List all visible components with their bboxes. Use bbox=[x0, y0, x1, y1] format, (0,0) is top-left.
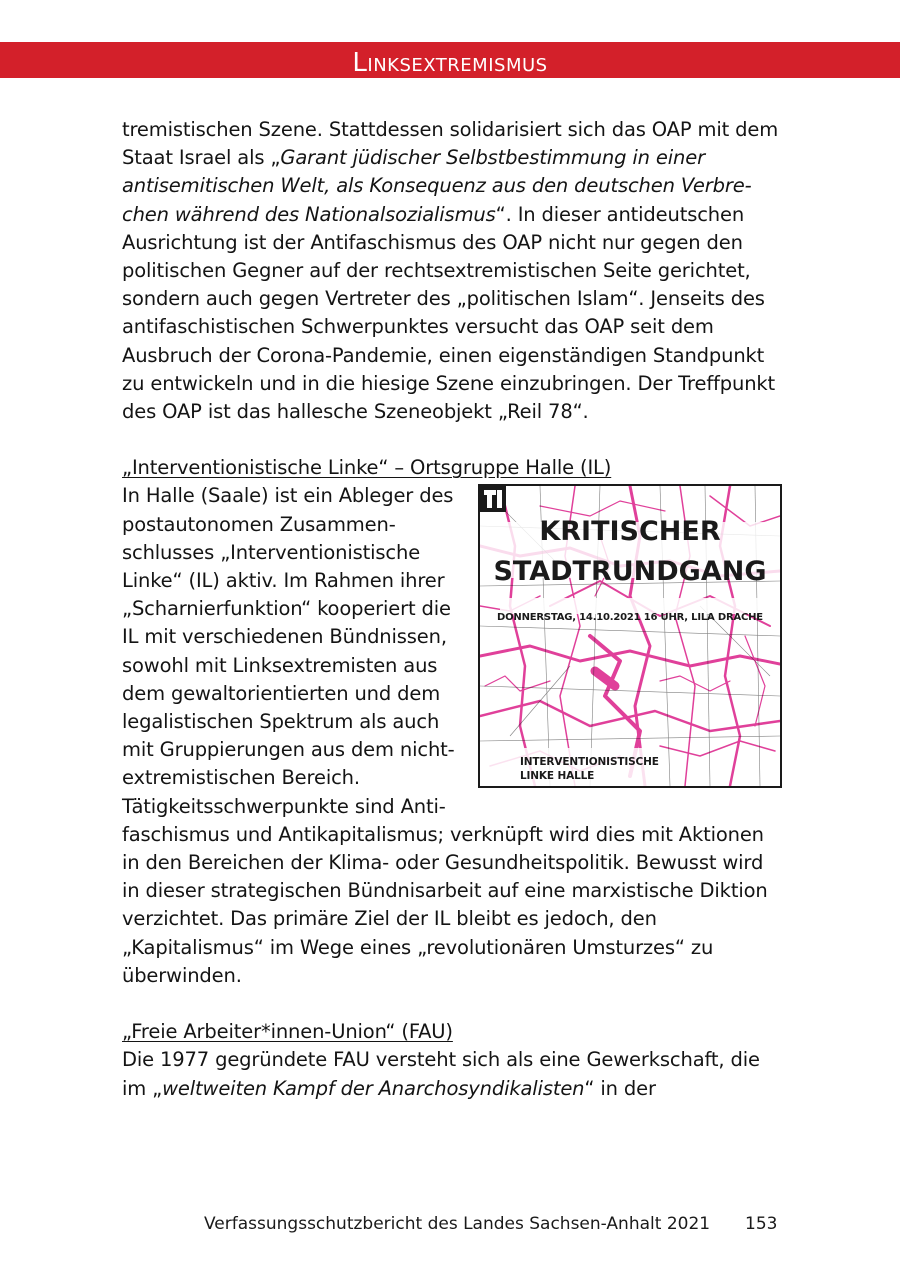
section-gap bbox=[122, 990, 782, 1018]
page-number: 153 bbox=[745, 1214, 778, 1234]
oap-quote: Garant jüdischer Selbstbestimmung in einer antisemitischen Welt, als Konsequenz aus den deutschen Verbrechen während des Nationalsozialismus bbox=[122, 146, 752, 226]
il-logo-icon bbox=[480, 486, 506, 512]
fau-text-b: “ in der bbox=[584, 1076, 656, 1100]
il-paragraph: In Halle (Saale) ist ein Ableger des postautonomen Zusammenschlusses „Interventionistische Linke“ (IL) aktiv. Im Rahmen ihrer „Scharnierfunktion“ kooperiert die IL mit verschiedenen Bündnissen, sowohl mit Linksextremisten aus dem gewaltorientierten und dem legalistischen Spektrum als auch mit Gruppierungen aus dem nichtextremistischen Bereich. Tätigkeitsschwerpunkte sind Antifaschismus und Antikapitalismus; verknüpft wird dies mit Aktionen in den Bereichen der Klima- oder Gesundheitspolitik. Bewusst wird in dieser strategischen Bündnisarbeit auf eine marxistische Diktion verzichtet. Das primäre Ziel der IL bleibt es jedoch, den „Kapitalismus“ im Wege eines „revolutionären Umsturzes“ zu überwinden. bbox=[122, 484, 768, 987]
poster-title-line2: STADTRUNDGANG bbox=[493, 556, 767, 588]
page-content bbox=[122, 116, 782, 1103]
fau-quote: weltweiten Kampf der Anarchosyndikalisten bbox=[162, 1076, 585, 1100]
poster-org-name: INTERVENTIONISTISCHE LINKE HALLE bbox=[520, 756, 659, 783]
footer-publication-title: Verfassungsschutzbericht des Landes Sachsen-Anhalt 2021 bbox=[204, 1214, 711, 1234]
poster-date-line: DONNERSTAG, 14.10.2021 16 UHR, LILA DRACHE bbox=[497, 612, 763, 624]
il-heading: „Interventionistische Linke“ – Ortsgruppe Halle (IL) bbox=[122, 456, 612, 480]
chapter-header-band bbox=[0, 42, 900, 78]
oap-text-b: “. In dieser antideutschen Ausrichtung ist der Antifaschismus des OAP nicht nur gegen den politischen Gegner auf der rechtsextremistischen Seite gerichtet, sondern auch gegen Vertreter des „politischen Islam“. Jenseits des antifaschistischen Schwerpunktes versucht das OAP seit dem Ausbruch der Corona-Pandemie, einen eigenständigen Standpunkt zu entwickeln und in die hiesige Szene einzubringen. Der Treffpunkt des OAP ist das hallesche Szeneobjekt „Reil 78“. bbox=[122, 202, 776, 424]
fau-text-a: Die 1977 gegründete FAU versteht sich als eine Gewerkschaft, die im „ bbox=[122, 1048, 760, 1100]
poster-title-line1: KRITISCHER bbox=[539, 516, 721, 548]
fau-paragraph bbox=[122, 1046, 782, 1102]
oap-paragraph bbox=[122, 116, 782, 426]
fau-heading: „Freie Arbeiter*innen-Union“ (FAU) bbox=[122, 1020, 453, 1044]
oap-text-a: tremistischen Szene. Stattdessen solidarisiert sich das OAP mit dem Staat Israel als „ bbox=[122, 118, 779, 170]
section-gap bbox=[122, 426, 782, 454]
chapter-title: Linksextremismus bbox=[352, 48, 548, 78]
il-poster-image bbox=[478, 484, 782, 788]
